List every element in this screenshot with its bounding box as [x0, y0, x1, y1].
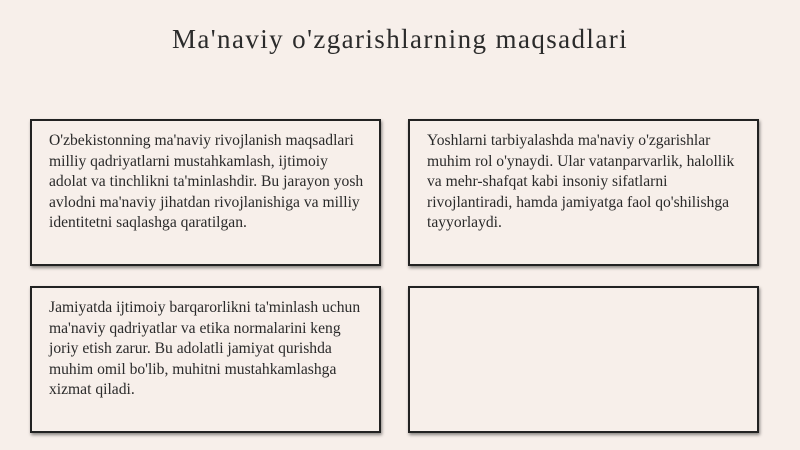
text-card-national-values	[30, 119, 381, 266]
card-text	[410, 288, 757, 298]
empty-card	[408, 286, 759, 433]
text-card-youth-education	[408, 119, 759, 266]
text-card-social-stability	[30, 286, 381, 433]
slide-title: Ma'naviy o'zgarishlarning maqsadlari	[171, 24, 628, 54]
card-text: Jamiyatda ijtimoiy barqarorlikni ta'minlash uchun ma'naviy qadriyatlar va etika normalarini keng joriy etish zarur. Bu adolatli jamiyat qurishda muhim omil bo'lib, muhitni mustahkamlashga xizmat qiladi.	[49, 299, 361, 398]
card-text: Yoshlarni tarbiyalashda ma'naviy o'zgarishlar muhim rol o'ynaydi. Ular vatanparvarlik, halollik va mehr-shafqat kabi insoniy sifatlarni rivojlantiradi, hamda jamiyatga faol qo'shilishga tayyorlaydi.	[427, 132, 735, 231]
card-text: O'zbekistonning ma'naviy rivojlanish maqsadlari milliy qadriyatlarni mustahkamlash, ijtimoiy adolat va tinchlikni ta'minlashdir. Bu jarayon yosh avlodni ma'naviy jihatdan rivojlanishiga va milliy identitetni saqlashga qaratilgan.	[49, 132, 364, 231]
